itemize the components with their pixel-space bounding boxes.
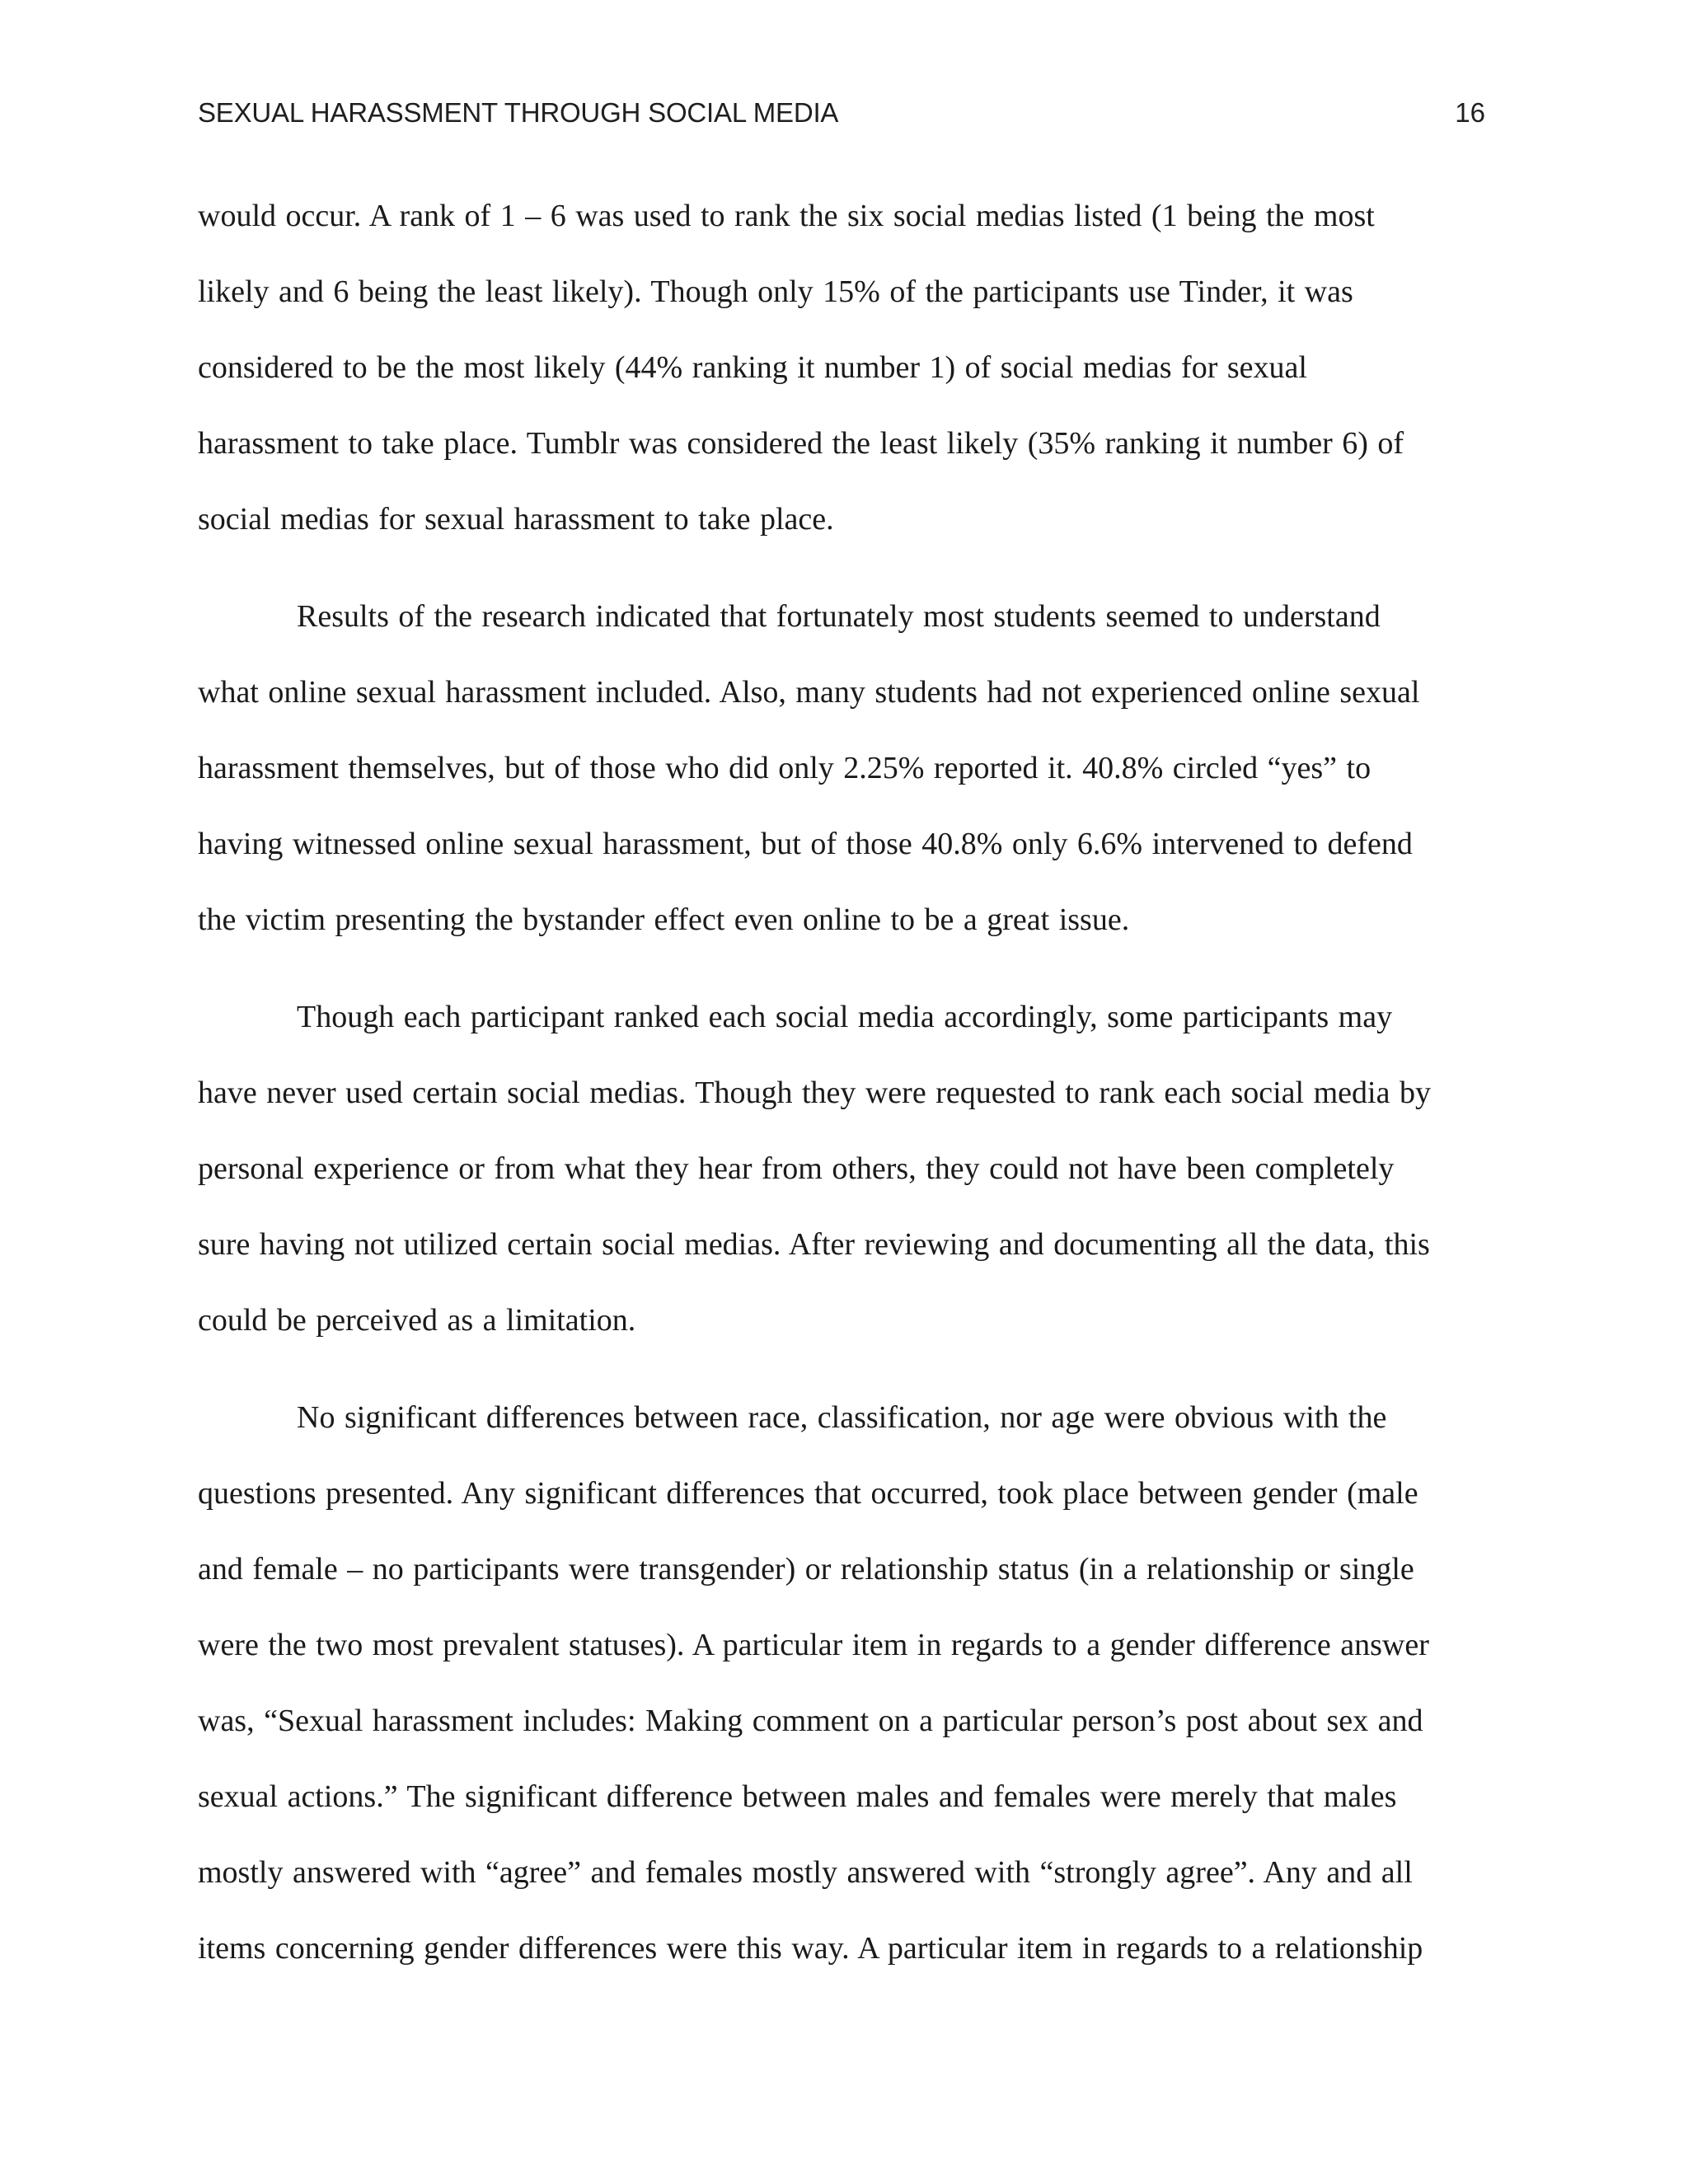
text-line: likely and 6 being the least likely). Though only 15% of the participants use Tinder, it was <box>198 274 1353 309</box>
text-line: sure having not utilized certain social medias. After reviewing and documenting all the data, this <box>198 1227 1430 1262</box>
text-line: sexual actions.” The significant difference between males and females were merely that males <box>198 1779 1397 1814</box>
text-line: harassment themselves, but of those who did only 2.25% reported it. 40.8% circled “yes” to <box>198 751 1372 785</box>
paragraph-1 <box>198 193 1492 572</box>
text-line: have never used certain social medias. Though they were requested to rank each social media by <box>198 1076 1431 1110</box>
paragraph-2 <box>198 593 1492 972</box>
text-line: the victim presenting the bystander effect even online to be a great issue. <box>198 902 1130 937</box>
body-text <box>198 193 1492 2001</box>
text-line: Though each participant ranked each social media accordingly, some participants may <box>297 1000 1393 1034</box>
text-line: were the two most prevalent statuses). A particular item in regards to a gender difference answer <box>198 1628 1429 1662</box>
paragraph-4 <box>198 1394 1492 2001</box>
text-line: questions presented. Any significant differences that occurred, took place between gender (male <box>198 1476 1418 1511</box>
paragraph-3 <box>198 994 1492 1373</box>
text-line: harassment to take place. Tumblr was considered the least likely (35% ranking it number 6) of <box>198 426 1404 461</box>
text-line: mostly answered with “agree” and females mostly answered with “strongly agree”. Any and all <box>198 1855 1413 1890</box>
text-line: what online sexual harassment included. Also, many students had not experienced online sexual <box>198 675 1420 710</box>
running-head: SEXUAL HARASSMENT THROUGH SOCIAL MEDIA <box>198 97 839 128</box>
text-line: would occur. A rank of 1 – 6 was used to rank the six social medias listed (1 being the most <box>198 199 1375 233</box>
text-line: could be perceived as a limitation. <box>198 1303 636 1338</box>
text-line: and female – no participants were transgender) or relationship status (in a relationship or single <box>198 1552 1414 1586</box>
page-number: 16 <box>1455 97 1485 128</box>
text-line: social medias for sexual harassment to take place. <box>198 502 834 537</box>
text-line: Results of the research indicated that fortunately most students seemed to understand <box>297 599 1381 634</box>
text-line: personal experience or from what they hear from others, they could not have been completely <box>198 1151 1395 1186</box>
text-line: No significant differences between race, classification, nor age were obvious with the <box>297 1400 1387 1435</box>
text-line: was, “Sexual harassment includes: Making comment on a particular person’s post about sex and <box>198 1704 1423 1738</box>
text-line: items concerning gender differences were this way. A particular item in regards to a relationship <box>198 1931 1423 1966</box>
text-line: having witnessed online sexual harassment, but of those 40.8% only 6.6% intervened to defend <box>198 827 1413 861</box>
text-line: considered to be the most likely (44% ranking it number 1) of social medias for sexual <box>198 350 1307 385</box>
